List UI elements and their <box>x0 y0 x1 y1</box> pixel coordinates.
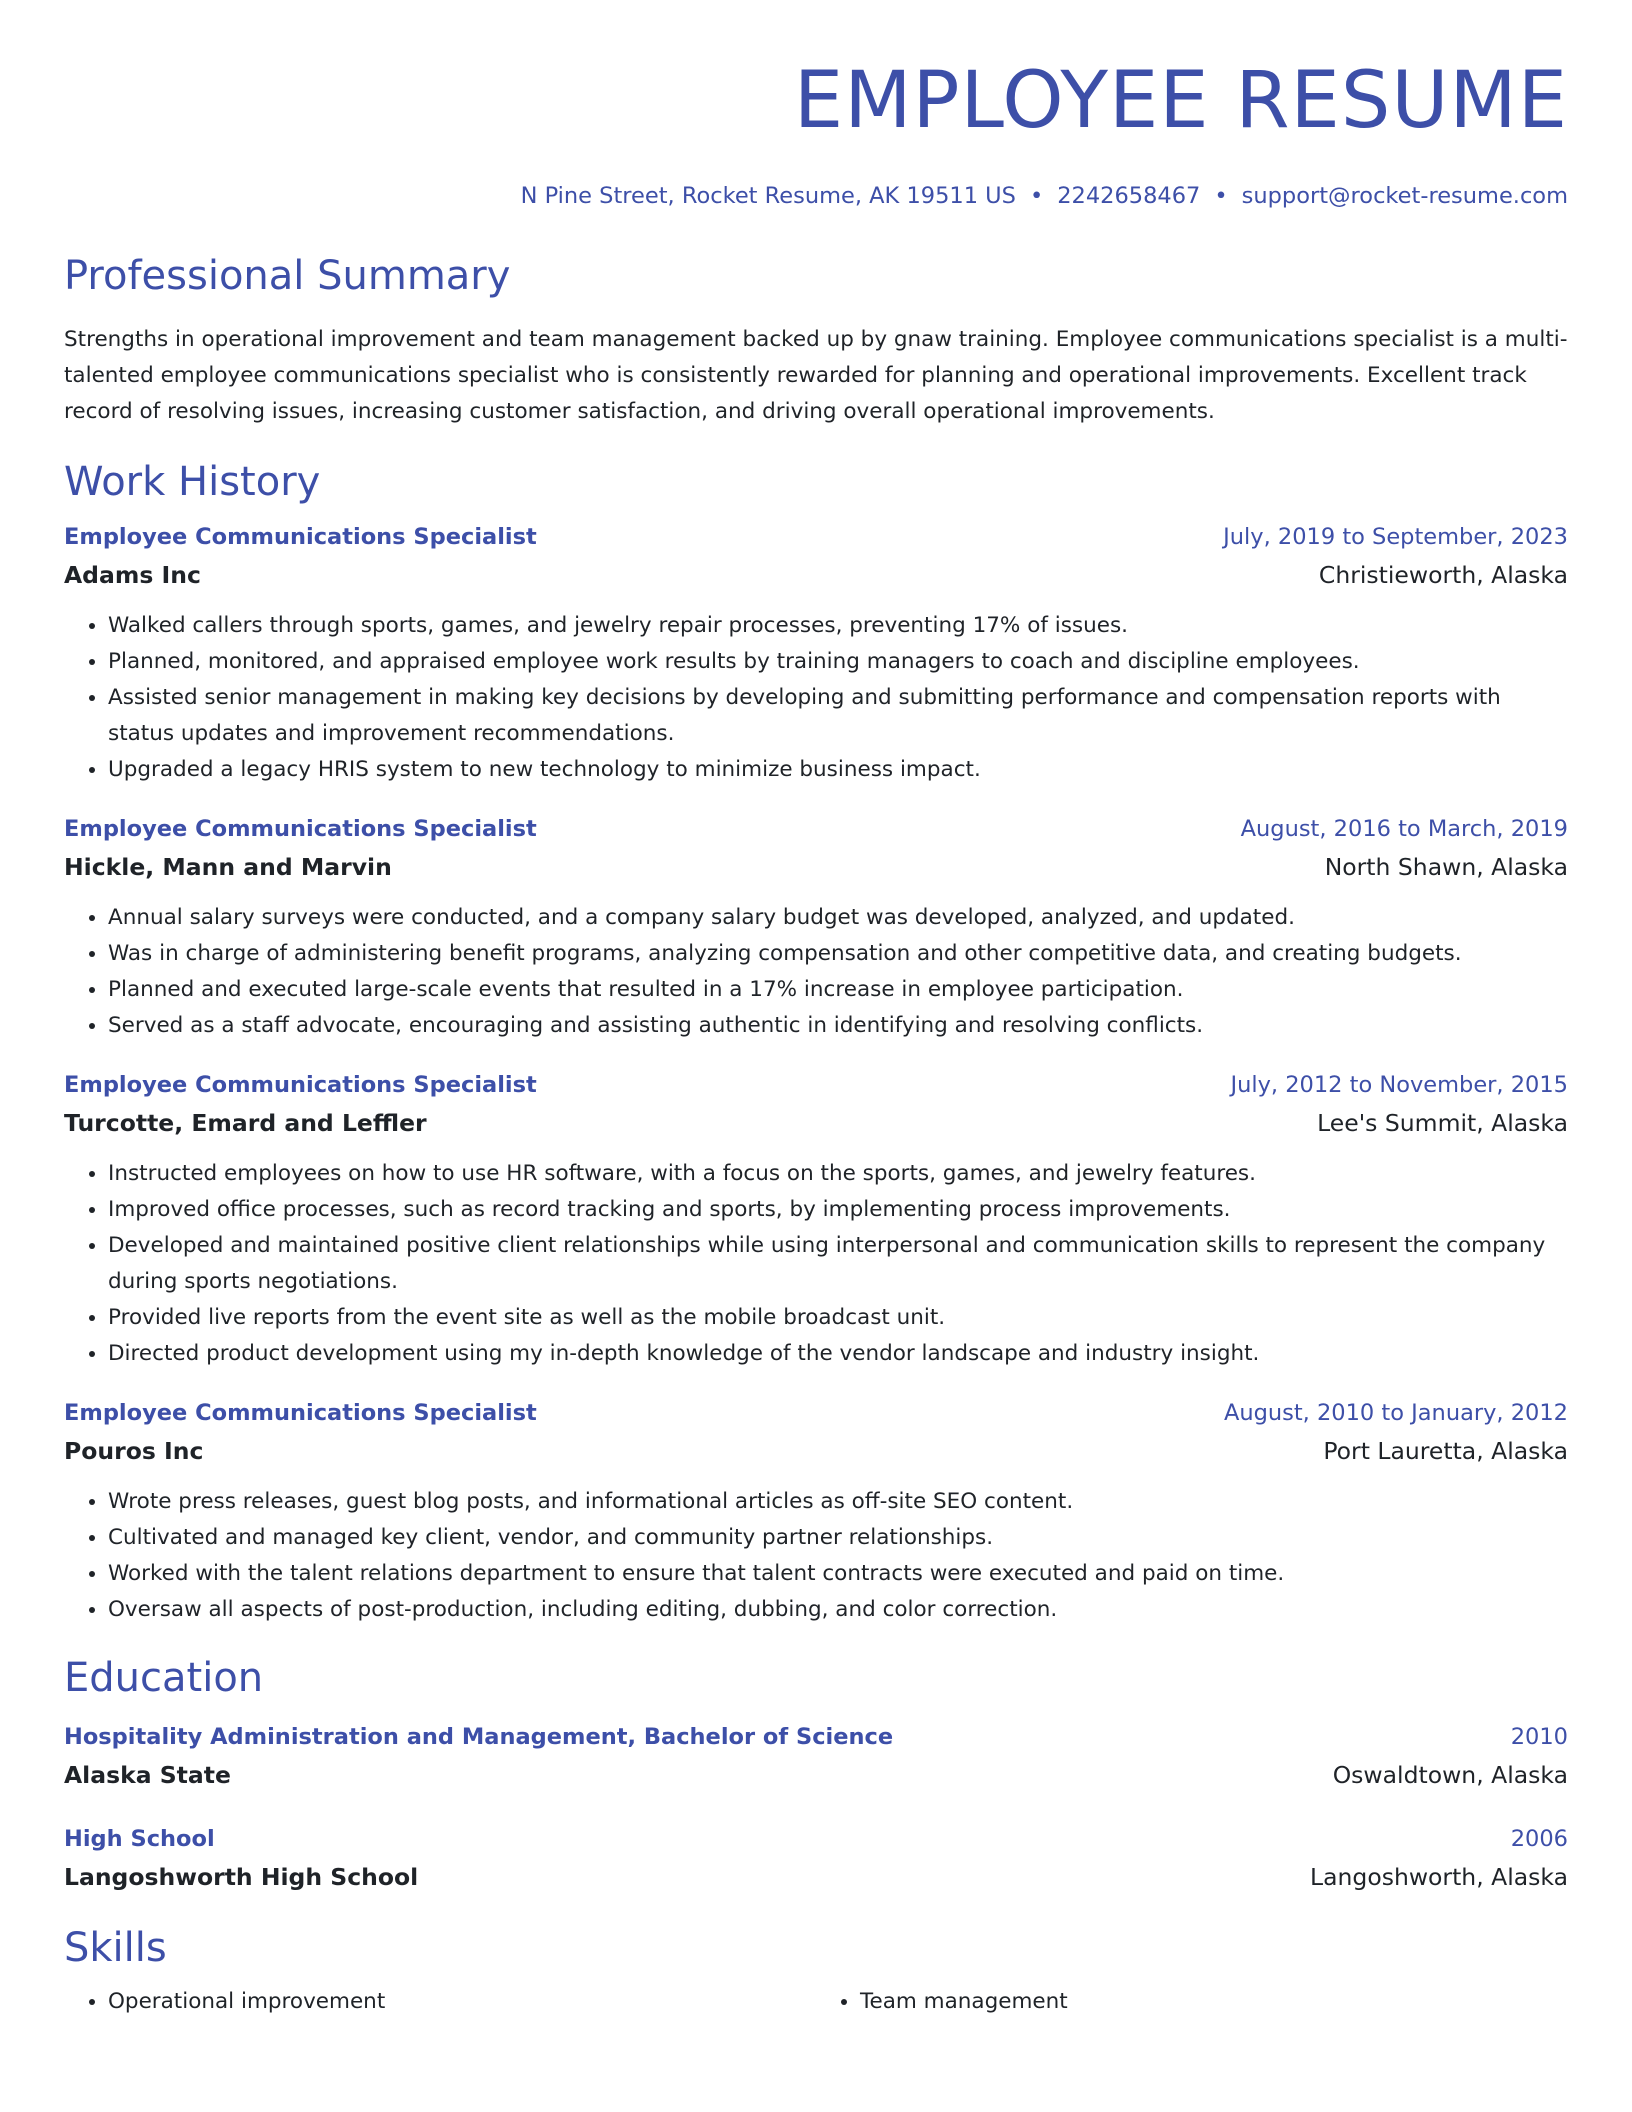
list-item: • Planned and executed large-scale events that resulted in a 17% increase in employee participation. <box>108 972 1568 1008</box>
list-item: • Annual salary surveys were conducted, and a company salary budget was developed, analyzed, and updated. <box>108 900 1568 936</box>
education-section <box>64 1656 1568 1892</box>
list-item: • Instructed employees on how to use HR software, with a focus on the sports, games, and jewelry features. <box>108 1156 1568 1192</box>
list-item: • Provided live reports from the event site as well as the mobile broadcast unit. <box>108 1300 1568 1336</box>
job-entry <box>64 814 1568 1044</box>
school-location: Langoshworth, Alaska <box>1310 1863 1568 1891</box>
list-item: • Improved office processes, such as record tracking and sports, by implementing process improvements. <box>108 1192 1568 1228</box>
employer-name: Adams Inc <box>64 561 201 589</box>
job-bullets <box>64 1156 1568 1372</box>
work-history-section <box>64 460 1568 1628</box>
job-title: Employee Communications Specialist <box>64 524 537 550</box>
employer-name: Hickle, Mann and Marvin <box>64 853 392 881</box>
education-entry <box>64 1824 1568 1892</box>
list-item: • Cultivated and managed key client, vendor, and community partner relationships. <box>108 1520 1568 1556</box>
list-item: • Upgraded a legacy HRIS system to new technology to minimize business impact. <box>108 752 1568 788</box>
list-item: • Served as a staff advocate, encouraging and assisting authentic in identifying and resolving conflicts. <box>108 1008 1568 1044</box>
skills-section <box>64 1926 1568 2020</box>
education-entry <box>64 1722 1568 1790</box>
job-entry <box>64 1070 1568 1372</box>
section-title-work-history: Work History <box>64 459 321 505</box>
job-location: Christieworth, Alaska <box>1318 561 1568 589</box>
list-item: • Wrote press releases, guest blog posts, and informational articles as off-site SEO content. <box>108 1484 1568 1520</box>
list-item: • Planned, monitored, and appraised employee work results by training managers to coach and discipline employees. <box>108 644 1568 680</box>
job-title: Employee Communications Specialist <box>64 1072 537 1098</box>
resume-header <box>64 0 1568 210</box>
candidate-name: EMPLOYEE RESUME <box>793 56 1568 146</box>
school-name: Langoshworth High School <box>64 1863 419 1891</box>
list-item: • Developed and maintained positive client relationships while using interpersonal and communication skills to represent the company during sports negotiations. <box>108 1228 1568 1300</box>
job-dates: August, 2016 to March, 2019 <box>1240 816 1568 842</box>
job-bullets <box>64 608 1568 788</box>
list-item: • Was in charge of administering benefit programs, analyzing compensation and other competitive data, and creating budgets. <box>108 936 1568 972</box>
list-item: • Worked with the talent relations department to ensure that talent contracts were executed and paid on time. <box>108 1556 1568 1592</box>
separator-dot: • <box>1214 183 1228 209</box>
section-title-education: Education <box>64 1655 264 1701</box>
degree: High School <box>64 1826 215 1852</box>
skill-item: • Team management <box>860 1984 1568 2020</box>
job-dates: July, 2019 to September, 2023 <box>1223 524 1568 550</box>
job-bullets <box>64 900 1568 1044</box>
school-location: Oswaldtown, Alaska <box>1332 1761 1568 1789</box>
job-location: North Shawn, Alaska <box>1324 853 1568 881</box>
employer-name: Pouros Inc <box>64 1437 204 1465</box>
skill-item: • Operational improvement <box>108 1984 816 2020</box>
degree: Hospitality Administration and Management, Bachelor of Science <box>64 1724 894 1750</box>
section-title-skills: Skills <box>64 1925 167 1971</box>
job-title: Employee Communications Specialist <box>64 816 537 842</box>
job-dates: July, 2012 to November, 2015 <box>1230 1072 1568 1098</box>
list-item: • Oversaw all aspects of post-production, including editing, dubbing, and color correction. <box>108 1592 1568 1628</box>
employer-name: Turcotte, Emard and Leffler <box>64 1109 427 1137</box>
section-title-summary: Professional Summary <box>64 253 511 299</box>
job-entry <box>64 1398 1568 1628</box>
graduation-year: 2006 <box>1510 1826 1568 1852</box>
contact-line <box>64 183 1568 210</box>
summary-section <box>64 254 1568 430</box>
address: N Pine Street, Rocket Resume, AK 19511 US <box>520 183 1016 209</box>
job-bullets <box>64 1484 1568 1628</box>
list-item: • Assisted senior management in making key decisions by developing and submitting performance and compensation reports with status updates and improvement recommendations. <box>108 680 1568 752</box>
list-item: • Walked callers through sports, games, and jewelry repair processes, preventing 17% of issues. <box>108 608 1568 644</box>
email-link[interactable]: support@rocket-resume.com <box>1241 183 1568 209</box>
job-dates: August, 2010 to January, 2012 <box>1223 1400 1568 1426</box>
separator-dot: • <box>1029 183 1044 209</box>
graduation-year: 2010 <box>1510 1724 1568 1750</box>
school-name: Alaska State <box>64 1761 231 1789</box>
list-item: • Directed product development using my in-depth knowledge of the vendor landscape and industry insight. <box>108 1336 1568 1372</box>
phone: 2242658467 <box>1057 183 1201 209</box>
job-title: Employee Communications Specialist <box>64 1400 537 1426</box>
job-location: Port Lauretta, Alaska <box>1323 1437 1568 1465</box>
summary-text: Strengths in operational improvement and team management backed up by gnaw training. Employee communications specialist is a multi-talented employee communications specialist who is consistently rewarded for planning and operational improvements. Excellent track record of resolving issues, increasing customer satisfaction, and driving overall operational improvements. <box>64 327 1568 424</box>
job-entry <box>64 522 1568 788</box>
job-location: Lee's Summit, Alaska <box>1317 1109 1568 1137</box>
skills-list <box>64 1984 1568 2020</box>
